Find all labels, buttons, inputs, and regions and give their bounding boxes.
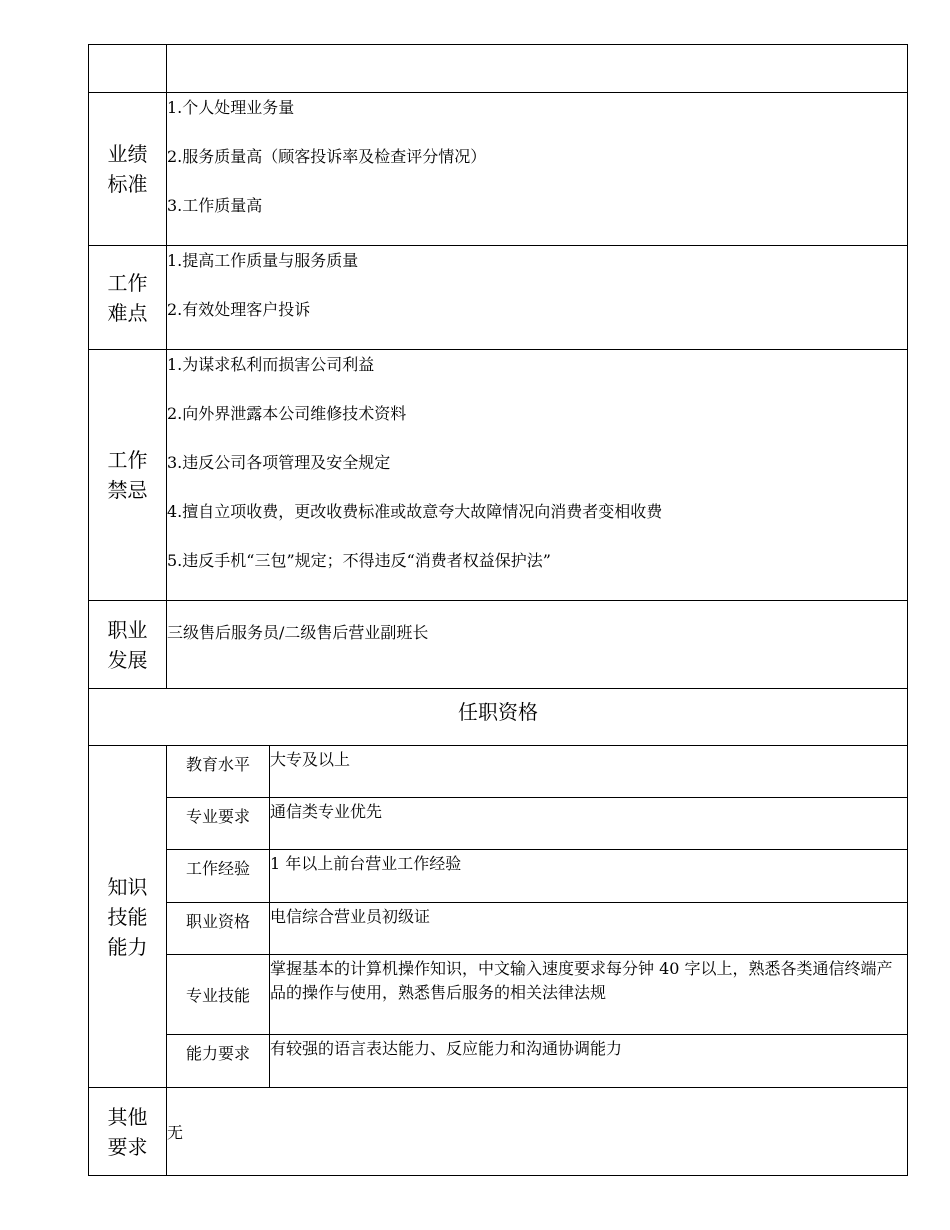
performance-label: 业绩 标准 [89, 93, 167, 246]
table-row [89, 1035, 908, 1088]
experience-value: 1 年以上前台营业工作经验 [270, 850, 908, 903]
other-label: 其他 要求 [89, 1088, 167, 1176]
section-title: 任职资格 [89, 689, 908, 746]
list-item: 1.提高工作质量与服务质量 [167, 251, 359, 270]
major-value: 通信类专业优先 [270, 798, 908, 850]
performance-content [167, 93, 908, 246]
difficulties-content [167, 246, 908, 350]
list-item: 3.工作质量高 [167, 196, 263, 215]
table-row [89, 955, 908, 1035]
major-label: 专业要求 [167, 798, 270, 850]
qualifications-label: 知识 技能 能力 [89, 746, 167, 1088]
certificate-label: 职业资格 [167, 903, 270, 955]
empty-top-row [89, 45, 908, 93]
other-row [89, 1088, 908, 1176]
skills-value: 掌握基本的计算机操作知识，中文输入速度要求每分钟 40 字以上，熟悉各类通信终端产品的操作与使用，熟悉售后服务的相关法律法规 [270, 955, 908, 1035]
empty-label-cell [89, 45, 167, 93]
performance-row [89, 93, 908, 246]
education-label: 教育水平 [167, 746, 270, 798]
difficulties-label: 工作 难点 [89, 246, 167, 350]
list-item: 2.有效处理客户投诉 [167, 300, 311, 319]
prohibitions-content [167, 350, 908, 601]
prohibitions-label: 工作 禁忌 [89, 350, 167, 601]
skills-label: 专业技能 [167, 955, 270, 1035]
list-item: 3.违反公司各项管理及安全规定 [167, 453, 391, 472]
list-item: 1.为谋求私利而损害公司利益 [167, 355, 375, 374]
other-value: 无 [167, 1088, 908, 1176]
list-item: 1.个人处理业务量 [167, 98, 295, 117]
education-value: 大专及以上 [270, 746, 908, 798]
table-row [89, 850, 908, 903]
table-row [89, 746, 908, 798]
ability-value: 有较强的语言表达能力、反应能力和沟通协调能力 [270, 1035, 908, 1088]
prohibitions-row [89, 350, 908, 601]
list-item: 4.擅自立项收费，更改收费标准或故意夸大故障情况向消费者变相收费 [167, 502, 663, 521]
qualifications-header-row [89, 689, 908, 746]
certificate-value: 电信综合营业员初级证 [270, 903, 908, 955]
ability-label: 能力要求 [167, 1035, 270, 1088]
list-item: 2.服务质量高（顾客投诉率及检查评分情况） [167, 147, 487, 166]
table-row [89, 903, 908, 955]
career-label: 职业 发展 [89, 601, 167, 689]
difficulties-row [89, 246, 908, 350]
list-item: 5.违反手机“三包”规定；不得违反“消费者权益保护法” [167, 551, 551, 570]
job-description-table [88, 44, 908, 1176]
empty-content-cell [167, 45, 908, 93]
table-row [89, 798, 908, 850]
experience-label: 工作经验 [167, 850, 270, 903]
list-item: 2.向外界泄露本公司维修技术资料 [167, 404, 407, 423]
career-row [89, 601, 908, 689]
career-value: 三级售后服务员/二级售后营业副班长 [167, 623, 429, 642]
career-content [167, 601, 908, 689]
